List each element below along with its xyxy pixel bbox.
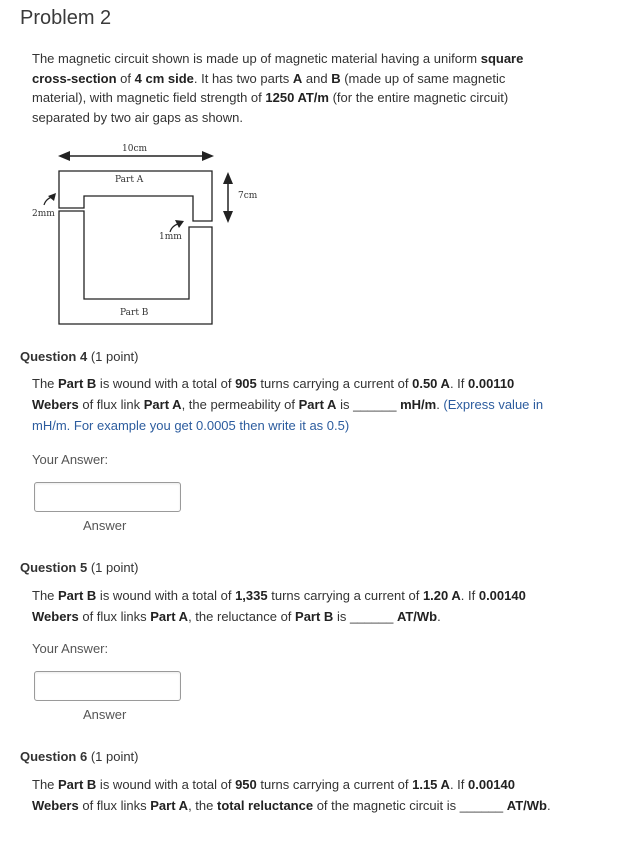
label-1mm: 1mm [159, 232, 182, 242]
question-6-text: The Part B is wound with a total of 950 turns carrying a current of 1.15 A. If 0.00140 Webers of flux links Part A, the total reluctance of the magnetic circuit is ______ AT/Wb. [32, 777, 551, 813]
question-5-text: The Part B is wound with a total of 1,335 turns carrying a current of 1.20 A. If 0.00140 Webers of flux links Part A, the reluctance of Part B is ______ AT/Wb. [32, 588, 526, 624]
label-7cm: 7cm [238, 191, 258, 201]
question-4-text: The Part B is wound with a total of 905 turns carrying a current of 0.50 A. If 0.00110 Webers of flux link Part A, the permeability of Part A is ______ mH/m. (Express value in mH/m. For example you get 0.0005 then write it as 0.5) [32, 376, 544, 433]
question-4-answer-input[interactable] [34, 482, 181, 512]
problem-intro: The magnetic circuit shown is made up of magnetic material having a uniform square cross-section of 4 cm side. It has two parts A and B (made up of same magnetic material), with magnetic field strength of 1250 AT/m (for the entire magnetic circuit) separated by two air gaps as shown. [32, 51, 524, 125]
gap-2mm-pointer [44, 193, 56, 205]
question-6-heading: Question 6 (1 point) [20, 749, 139, 764]
label-10cm: 10cm [122, 144, 148, 154]
label-2mm: 2mm [32, 209, 55, 219]
question-5-your-answer-label: Your Answer: [32, 641, 109, 656]
label-part-a: Part A [115, 175, 144, 185]
question-5-answer-input[interactable] [34, 671, 181, 701]
question-4-your-answer-label: Your Answer: [32, 452, 109, 467]
problem-title: Problem 2 [20, 7, 112, 29]
gap-1mm-pointer [170, 220, 184, 232]
question-4-answer-label: Answer [83, 518, 127, 533]
question-5-answer-label: Answer [83, 707, 127, 722]
dimension-7cm-arrow [223, 172, 233, 223]
question-5-heading: Question 5 (1 point) [20, 560, 139, 575]
question-4-heading: Question 4 (1 point) [20, 349, 139, 364]
label-part-b: Part B [120, 308, 149, 318]
